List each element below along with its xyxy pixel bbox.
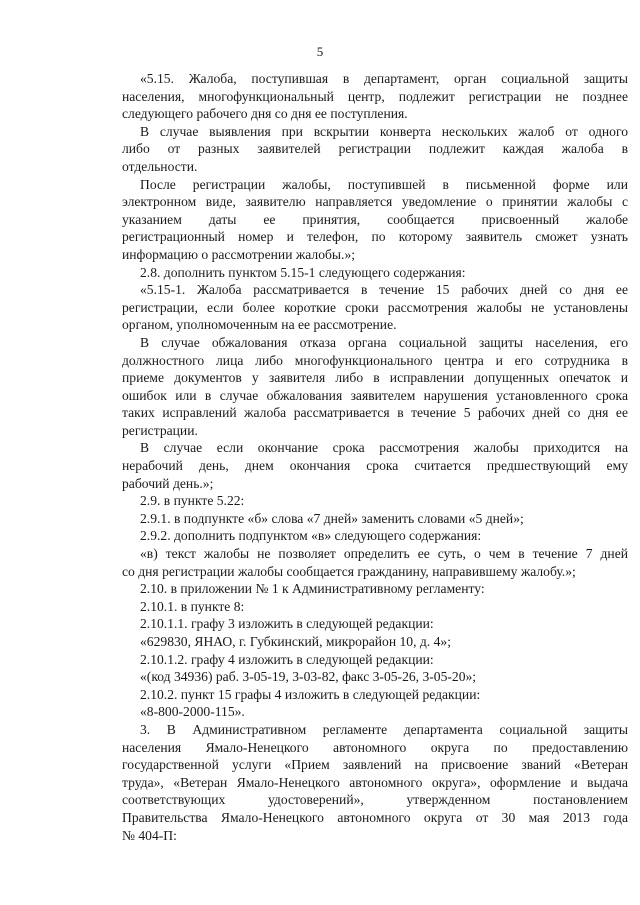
text-line: регистрации. <box>122 422 198 438</box>
text-line: населения, многофункциональный центр, подлежит регистрации не позднее <box>122 88 628 104</box>
text-line: должностного лица либо многофункционального центра и его сотрудника в <box>122 352 628 368</box>
text-line: нерабочий день, днем окончания срока считается предшествующий ему <box>122 458 628 474</box>
text-line: 2.8. дополнить пунктом 5.15-1 следующего содержания: <box>140 264 466 280</box>
text-line: населения Ямало-Ненецкого автономного округа по предоставлению <box>122 739 628 755</box>
text-line: «629830, ЯНАО, г. Губкинский, микрорайон 10, д. 4»; <box>140 634 451 649</box>
text-line: регистрационный номер и телефон, по которому заявитель сможет узнать <box>122 229 628 245</box>
text-line: 2.9. в пункте 5.22: <box>140 493 245 509</box>
text-line: труда», «Ветеран Ямало-Ненецкого автономного округа», оформление и выдача <box>122 774 628 790</box>
text-line: «8-800-2000-115». <box>140 704 245 720</box>
text-line: После регистрации жалобы, поступившей в письменной форме или <box>140 176 628 192</box>
text-line: 2.10. в приложении № 1 к Административному регламенту: <box>140 581 485 597</box>
text-line: 2.9.2. дополнить подпунктом «в» следующего содержания: <box>140 528 482 544</box>
text-line: В случае выявления при вскрытии конверта нескольких жалоб от одного <box>140 123 628 139</box>
text-line: приеме документов у заявителя либо в исправлении допущенных опечаток и <box>122 370 628 386</box>
text-line: таких исправлений жалоба рассматривается в течение 5 рабочих дней со дня ее <box>122 405 628 421</box>
text-line: «5.15. Жалоба, поступившая в департамент, орган социальной защиты <box>140 71 628 86</box>
text-line: «(код 34936) раб. 3-05-19, 3-03-82, факс 3-05-26, 3-05-20»; <box>140 669 477 685</box>
text-line: 3. В Административном регламенте департамента социальной защиты <box>140 721 628 737</box>
text-line: Правительства Ямало-Ненецкого автономного округа от 30 мая 2013 года <box>122 809 628 825</box>
text-line: «5.15-1. Жалоба рассматривается в течение 15 рабочих дней со дня ее <box>140 282 628 298</box>
text-line: В случае обжалования отказа органа социальной защиты населения, его <box>140 334 628 350</box>
text-line: 2.10.1.1. графу 3 изложить в следующей редакции: <box>140 616 434 632</box>
text-line: государственной услуги «Прием заявлений на присвоение званий «Ветеран <box>122 757 628 773</box>
text-line: указанием даты ее принятия, сообщается присвоенный жалобе <box>122 211 628 227</box>
text-line: соответствующих удостоверений», утвержденном постановлением <box>122 792 628 808</box>
text-line: 2.10.1. в пункте 8: <box>140 598 245 614</box>
document-body <box>122 70 628 844</box>
text-line: 2.9.1. в подпункте «б» слова «7 дней» заменить словами «5 дней»; <box>140 510 524 526</box>
text-line: 2.10.1.2. графу 4 изложить в следующей редакции: <box>140 651 434 667</box>
text-line: следующего рабочего дня со дня ее поступления. <box>122 106 408 122</box>
text-line: ошибок или в случае обжалования заявителем нарушения установленного срока <box>122 387 628 403</box>
page-number: 5 <box>316 44 324 59</box>
text-line: электронном виде, заявителю направляется уведомление о принятии жалобы с <box>122 194 628 210</box>
text-line: информацию о рассмотрении жалобы.»; <box>122 246 356 262</box>
text-line: 2.10.2. пункт 15 графы 4 изложить в следующей редакции: <box>140 686 481 702</box>
text-line: органом, уполномоченным на ее рассмотрение. <box>122 317 397 333</box>
text-line: отдельности. <box>122 158 198 174</box>
text-line: либо от разных заявителей регистрации подлежит каждая жалоба в <box>122 141 628 157</box>
text-line: № 404-П: <box>122 827 177 843</box>
text-line: регистрации, если более короткие сроки рассмотрения жалобы не установлены <box>122 299 628 315</box>
text-line: рабочий день.»; <box>122 475 214 491</box>
text-line: «в) текст жалобы не позволяет определить ее суть, о чем в течение 7 дней <box>140 546 628 562</box>
text-line: В случае если окончание срока рассмотрения жалобы приходится на <box>140 440 628 456</box>
text-line: со дня регистрации жалобы сообщается гражданину, направившему жалобу.»; <box>122 563 576 579</box>
